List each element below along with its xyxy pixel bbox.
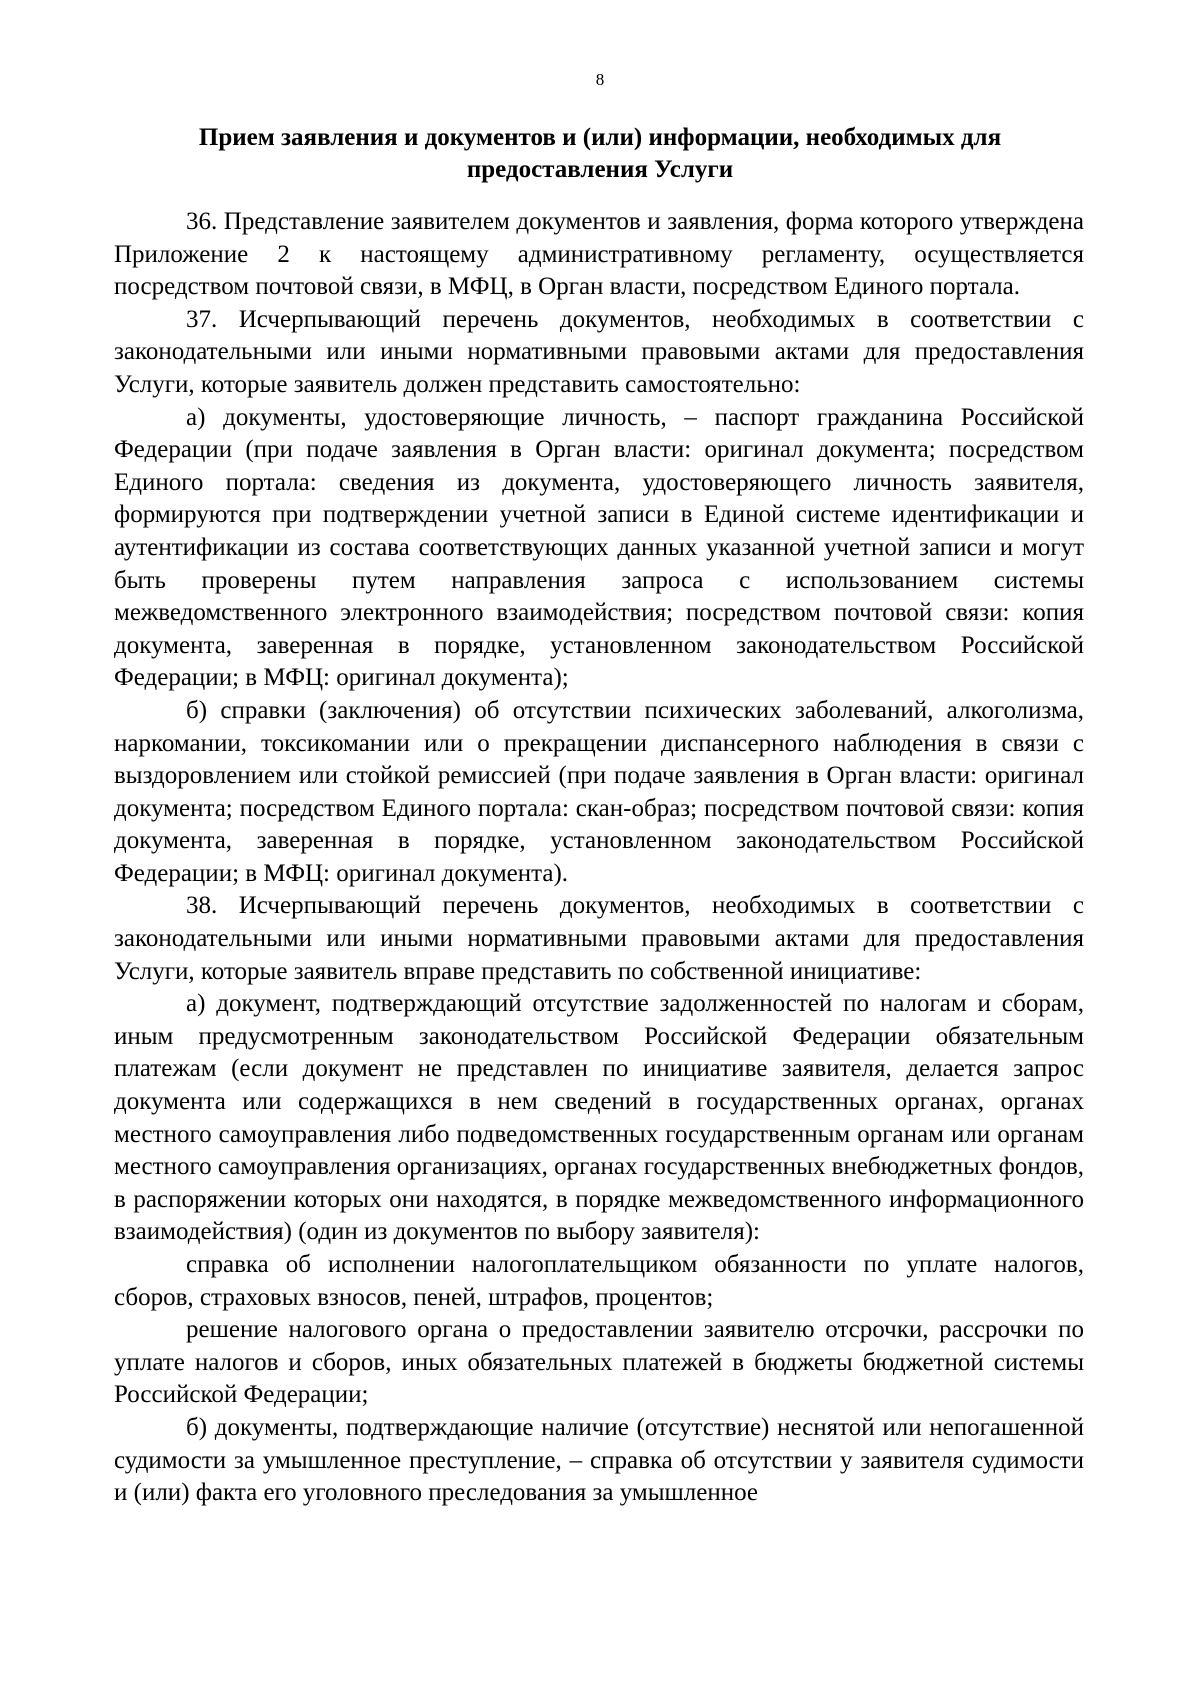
section-heading: Прием заявления и документов и (или) информации, необходимых для предоставления Услуги: [198, 124, 1002, 183]
paragraph-37: 37. Исчерпывающий перечень документов, необходимых в соответствии с законодательными или иными нормативными правовыми актами для предоставления Услуги, которые заявитель должен представить самостоятельно:: [114, 305, 1084, 398]
document-body: [114, 206, 1084, 1510]
paragraph-38-a: а) документ, подтверждающий отсутствие задолженностей по налогам и сборам, иным предусмотренным законодательством Российской Федерации обязательным платежам (если документ не представлен по инициативе заявителя, делается запрос документа или содержащихся в нем сведений в государственных органах, органах местного самоуправления либо подведомственных государственным органам или органам местного самоуправления организациях, органах государственных внебюджетных фондов, в распоряжении которых они находятся, в порядке межведомственного информационного взаимодействия) (один из документов по выбору заявителя):: [114, 990, 1084, 1246]
paragraph-37-b: б) справки (заключения) об отсутствии психических заболеваний, алкоголизма, наркомании, токсикомании или о прекращении диспансерного наблюдения в связи с выздоровлением или стойкой ремиссией (при подаче заявления в Орган власти: оригинал документа; посредством Единого портала: скан-образ; посредством почтовой связи: копия документа, заверенная в порядке, установленном законодательством Российской Федерации; в МФЦ: оригинал документа).: [114, 696, 1084, 887]
paragraph-38-b: б) документы, подтверждающие наличие (отсутствие) неснятой или непогашенной судимости за умышленное преступление, – справка об отсутствии у заявителя судимости и (или) факта его уголовного преследования за умышленное: [114, 1413, 1084, 1507]
page-number: 8: [595, 70, 605, 89]
paragraph-38-a-item-1: справка об исполнении налогоплательщиком обязанности по уплате налогов, сборов, страховых взносов, пеней, штрафов, процентов;: [114, 1251, 1084, 1311]
paragraph-38-a-item-2: решение налогового органа о предоставлении заявителю отсрочки, рассрочки по уплате налогов и сборов, иных обязательных платежей в бюджеты бюджетной системы Российской Федерации;: [114, 1316, 1084, 1409]
paragraph-36: 36. Представление заявителем документов и заявления, форма которого утверждена Приложение 2 к настоящему административному регламенту, осуществляется посредством почтовой связи, в МФЦ, в Орган власти, посредством Единого портала.: [114, 208, 1084, 301]
paragraph-38: 38. Исчерпывающий перечень документов, необходимых в соответствии с законодательными или иными нормативными правовыми актами для предоставления Услуги, которые заявитель вправе представить по собственной инициативе:: [114, 892, 1084, 985]
paragraph-37-a: а) документы, удостоверяющие личность, – паспорт гражданина Российской Федерации (при подаче заявления в Орган власти: оригинал документа; посредством Единого портала: сведения из документа, удостоверяющего личность заявителя, формируются при подтверждении учетной записи в Единой системе идентификации и аутентификации из состава соответствующих данных указанной учетной записи и могут быть проверены путем направления запроса с использованием системы межведомственного электронного взаимодействия; посредством почтовой связи: копия документа, заверенная в порядке, установленном законодательством Российской Федерации; в МФЦ: оригинал документа);: [114, 403, 1084, 692]
